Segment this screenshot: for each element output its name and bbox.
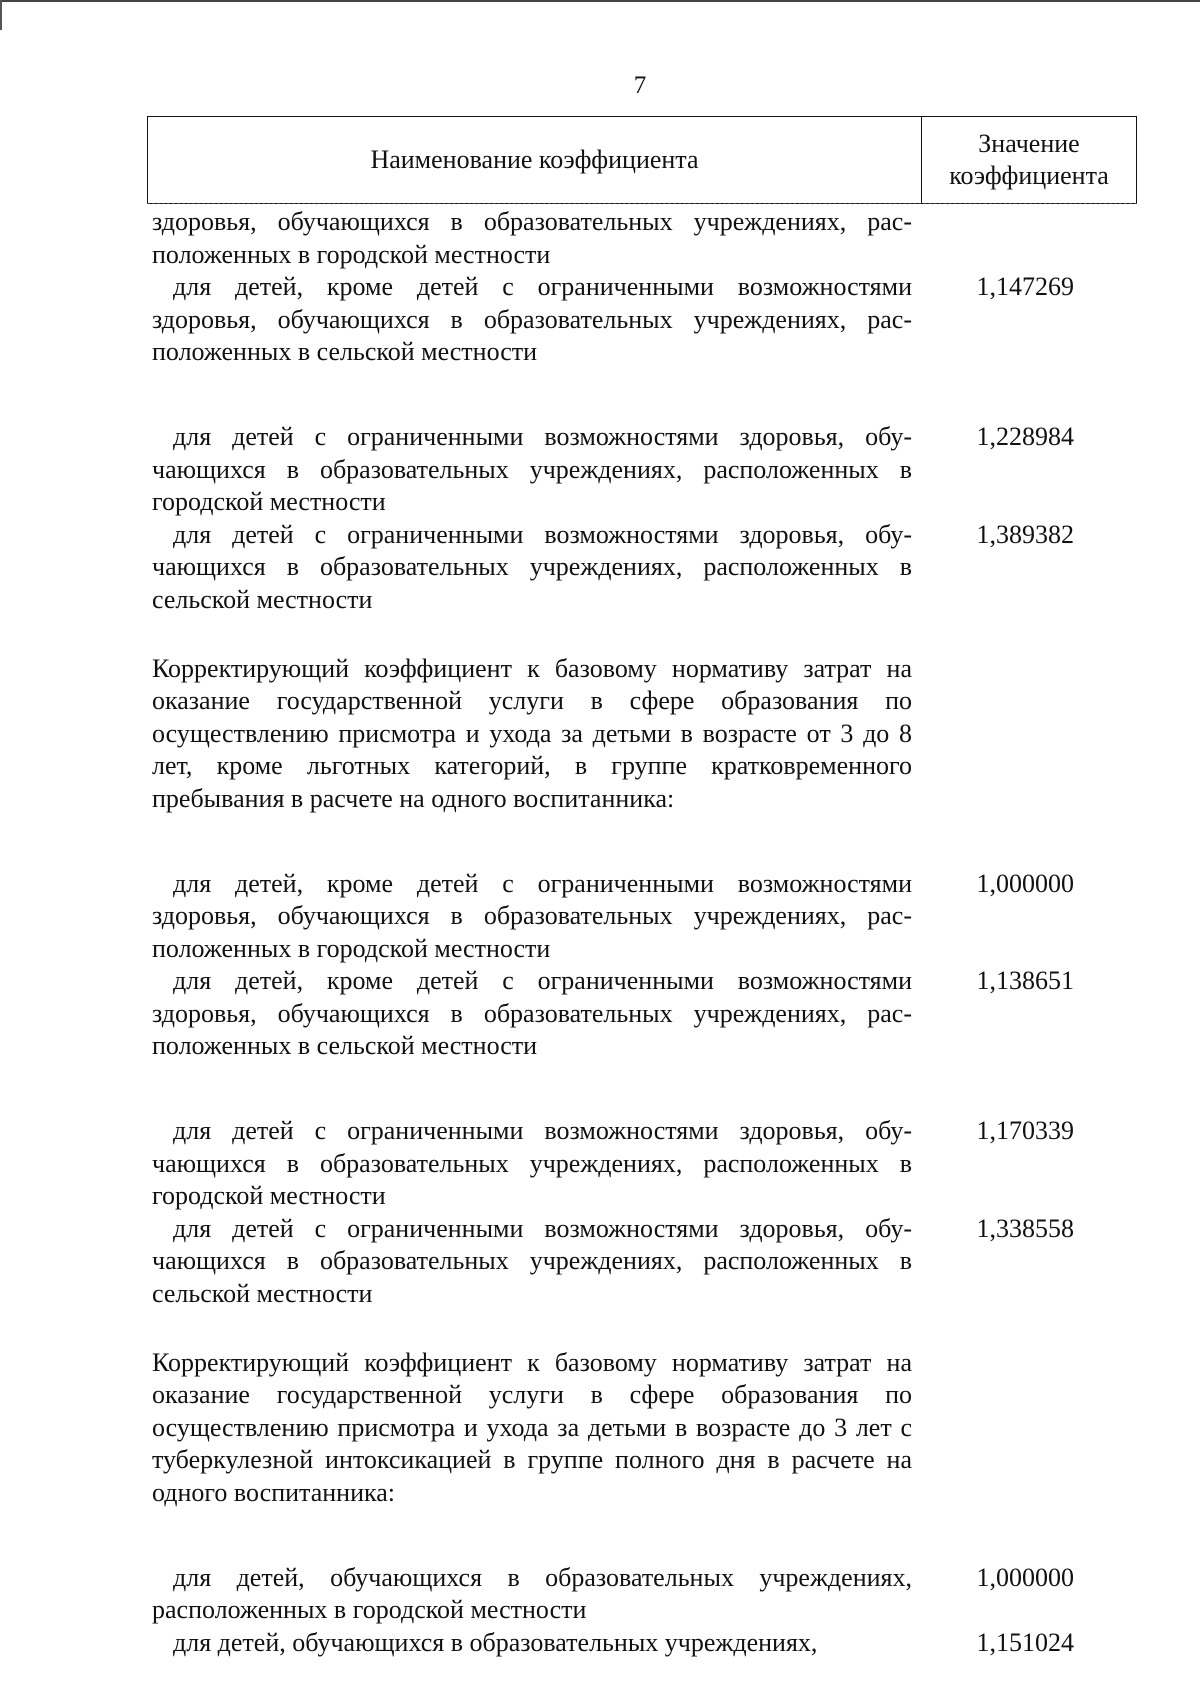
row-text: для детей с ограниченными возможностями здоровья, обучающихся в образовательных учреждениях, расположенных в сельской местности	[152, 519, 912, 614]
table-divider	[147, 203, 1137, 205]
table-row	[152, 271, 1152, 369]
row-value: 1,147269	[976, 272, 1074, 302]
header-value-line2: коэффициента	[949, 161, 1109, 190]
row-value: 1,000000	[976, 1562, 1074, 1592]
row-text: для детей, кроме детей с ограниченными возможностями здоровья, обучающихся в образовательных учреждениях, расположенных в сельской местности	[152, 966, 912, 1061]
section-heading	[152, 1347, 1152, 1510]
row-text: для детей, обучающихся в образовательных учреждениях,	[173, 1627, 818, 1657]
header-value-line1: Значение	[978, 129, 1080, 158]
table-row	[152, 421, 1152, 519]
row-value: 1,000000	[976, 868, 1074, 898]
table-body	[152, 206, 1152, 1659]
row-text: здоровья, обучающихся в образовательных учреждениях, расположенных в городской местности	[152, 207, 912, 269]
table-row	[152, 965, 1152, 1063]
section-text: Корректирующий коэффициент к базовому нормативу затрат на оказание государственной услуги в сфере образования по осуществлению присмотра и ухода за детьми в возрасте до 3 лет с туберкулезной интоксикацией в группе полного дня в расчете на одного воспитанника:	[152, 1347, 912, 1507]
table-row	[152, 1213, 1152, 1311]
row-text: для детей с ограниченными возможностями здоровья, обучающихся в образовательных учреждениях, расположенных в сельской местности	[152, 1213, 912, 1309]
top-border-line	[0, 0, 1200, 2]
table-row	[152, 206, 1152, 271]
row-value: 1,138651	[976, 966, 1074, 996]
table-row	[152, 1562, 1152, 1627]
table-row	[152, 519, 1152, 617]
section-heading	[152, 653, 1152, 816]
table-row	[152, 868, 1152, 966]
table-row	[152, 1627, 1152, 1660]
page-number: 7	[633, 72, 647, 99]
header-value-column	[922, 117, 1136, 203]
row-value: 1,170339	[976, 1116, 1074, 1146]
row-text: для детей с ограниченными возможностями здоровья, обучающихся в образовательных учреждениях, расположенных в городской местности	[152, 1116, 912, 1211]
row-text: для детей с ограниченными возможностями здоровья, обучающихся в образовательных учреждениях, расположенных в городской местности	[152, 421, 912, 517]
row-value: 1,389382	[976, 519, 1074, 549]
row-value: 1,228984	[976, 421, 1074, 451]
header-name-column: Наименование коэффициента	[148, 117, 922, 203]
row-value	[912, 206, 1152, 271]
row-value: 1,151024	[976, 1627, 1074, 1657]
section-text: Корректирующий коэффициент к базовому нормативу затрат на оказание государственной услуги в сфере образования по осуществлению присмотра и ухода за детьми в возрасте от 3 до 8 лет, кроме льготных категорий, в группе кратковременного пребывания в расчете на одного воспитанника:	[152, 653, 912, 813]
row-text: для детей, кроме детей с ограниченными возможностями здоровья, обучающихся в образовательных учреждениях, расположенных в сельской местности	[152, 272, 912, 367]
row-text: для детей, обучающихся в образовательных учреждениях, расположенных в городской местности	[152, 1562, 912, 1625]
table-row	[152, 1115, 1152, 1213]
row-value: 1,338558	[976, 1213, 1074, 1243]
row-text: для детей, кроме детей с ограниченными возможностями здоровья, обучающихся в образовательных учреждениях, расположенных в городской местности	[152, 868, 912, 963]
left-border-line	[0, 0, 2, 30]
table-header	[147, 116, 1137, 204]
